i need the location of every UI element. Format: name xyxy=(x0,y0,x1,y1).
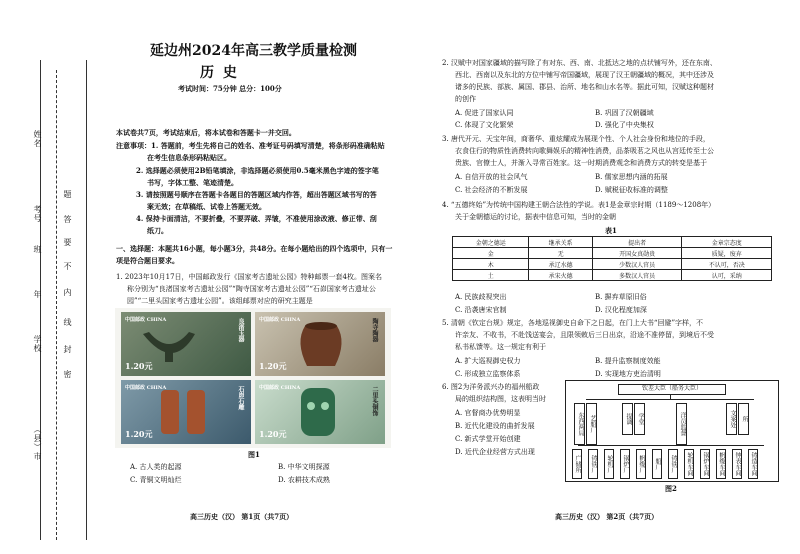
stamp-erlitou xyxy=(255,380,385,444)
org-level3-box: 铸铁厂 xyxy=(668,449,678,479)
section1-head: 一、选择题：本题共16小题，每小题3分，共48分。在每小题给出的四个选项中，只有一 xyxy=(116,244,393,253)
org-level3-box: 轮机厂 xyxy=(604,449,614,479)
seal-solid-line xyxy=(86,60,87,540)
no-answer-char: 密 xyxy=(63,370,72,379)
no-answer-char: 不 xyxy=(63,262,72,271)
q6-stem: 6. 图2为洋务派兴办的福州船政 xyxy=(442,383,540,391)
org-level2-box: 洋员监督 xyxy=(676,403,687,445)
q1-stem: 1. 2023年10月17日，中国邮政发行《国家考古遗址公园》特种邮票一套4枚。图案名 xyxy=(116,273,382,281)
org-level3-box: 船厂 xyxy=(652,449,662,479)
table-header-cell: 提出者 xyxy=(592,237,682,248)
no-answer-char: 封 xyxy=(63,345,72,354)
exam-time-score: 考试时间：75分钟 总分：100分 xyxy=(178,84,282,93)
q3-stem: 衣食住行的物质性消费转向歌舞娱乐的精神性消费，品茶吸茗之风也从宫廷传至士公 xyxy=(455,147,714,155)
stamp-name: 二里头铜饰 xyxy=(371,386,378,416)
table-row xyxy=(453,248,772,259)
stamp-value: 1.20元 xyxy=(259,429,287,439)
org-level2-box: 文案处 xyxy=(726,403,737,435)
q4-option-d: D. 汉化程度加深 xyxy=(595,306,647,314)
org-level3-box: 帆缆厂 xyxy=(636,449,646,479)
notes-line: 案无效；在草稿纸、试卷上答题无效。 xyxy=(147,202,266,211)
exam-title: 延边州2024年高三教学质量检测 xyxy=(150,43,357,59)
q5-stem: 许亲友、不收书，不赴饯送宴会，且限领敕后三日出京，沿途不准停留，到境后不受 xyxy=(455,331,714,339)
q2-stem: 诸多的民族、部族、属国、郡县、治所、地名和山水名等。据此可知，汉赋这种题材 xyxy=(455,83,714,91)
q3-option-d: D. 赋税征收标准的调整 xyxy=(595,186,668,194)
org-connector xyxy=(578,445,764,446)
q2-option-a: A. 促进了国家认同 xyxy=(455,109,514,117)
table-header-cell: 金章宗态度 xyxy=(682,237,772,248)
q3-stem: 3. 唐代开元、天宝年间，商奢华、重炫耀成为展现个性、个人社会身份和地位的手段， xyxy=(442,135,710,143)
org-level2-box: 东西两局 xyxy=(574,403,585,445)
table-header-row xyxy=(453,237,772,248)
q2-option-c: C. 体现了文化繁荣 xyxy=(455,121,514,129)
stamp-sheet xyxy=(115,308,391,448)
school-label: 学校 xyxy=(33,335,42,353)
stamp-value: 1.20元 xyxy=(125,429,153,439)
org-level2-box: 所 xyxy=(738,403,749,435)
org-level3-box: 钟表车间 xyxy=(732,449,742,479)
q1-option-b: B. 中华文明探源 xyxy=(278,463,330,471)
stamp-name: 陶寺陶器 xyxy=(371,318,378,342)
org-level2-box: 学堂 xyxy=(634,403,645,435)
section1-head2: 项是符合题目要求。 xyxy=(116,256,179,265)
q4-stem: 4. “五德终始”为传统中国构建王朝合法性的学说。表1是金章宗时期（1189～1208年） xyxy=(442,201,716,209)
name-label: 姓名 xyxy=(33,130,42,148)
stamp-country: 中国邮政 CHINA xyxy=(125,317,167,323)
table-cell: 木 xyxy=(453,259,529,270)
exam-subject: 历 史 xyxy=(200,65,239,81)
notes-line: 纸刀。 xyxy=(147,226,168,235)
notes-line: 4. 保持卡面清洁，不要折叠，不要弄破、弄皱，不准使用涂改液、修正带、刮 xyxy=(136,214,377,223)
no-answer-char: 线 xyxy=(63,318,72,327)
org-level3-box: 铸铁厂 xyxy=(588,449,598,479)
q3-option-c: C. 社会经济的不断发展 xyxy=(455,186,528,194)
table-cell: 无 xyxy=(529,248,592,259)
org-level3-box: 帆缆车间 xyxy=(716,449,726,479)
county-label: （县）市 xyxy=(33,425,42,461)
stamp-taosi xyxy=(255,312,385,376)
stamp-shimao xyxy=(121,380,251,444)
org-level3-box: 锅炉厂 xyxy=(620,449,630,479)
q4-stem: 关于金朝德运的讨论，据表中信息可知，当时的金朝 xyxy=(455,213,616,221)
notes-line: 3. 请按照题号顺序在答题卡各题目的答题区域内作答，超出答题区域书写的答 xyxy=(136,190,377,199)
stamp-country: 中国邮政 CHINA xyxy=(125,385,167,391)
q6-option-b: B. 近代化建设的曲折发展 xyxy=(455,422,535,430)
q1-option-a: A. 古人类的起源 xyxy=(130,463,182,471)
q5-option-c: C. 形成独立监察体系 xyxy=(455,370,521,378)
table-cell: 开国女真勋贵 xyxy=(592,248,682,259)
q5-stem: 5. 清朝《钦定台规》规定，各地巡视御史自命下之日起，在门上大书“回避”字样，不 xyxy=(442,319,704,327)
table-cell: 质疑，废弃 xyxy=(682,248,772,259)
q1-stem: 称分别为“良渚国家考古遗址公园”“陶寺国家考古遗址公园”“石峁国家考古遗址公 xyxy=(127,285,376,293)
q5-option-d: D. 实现地方吏治清明 xyxy=(595,370,661,378)
org-level3-box: 锅炉车间 xyxy=(700,449,710,479)
no-answer-char: 内 xyxy=(63,288,72,297)
id-label: 考号 xyxy=(33,205,42,223)
q2-stem: 2. 汉赋中对国家疆域的描写除了有对东、西、南、北抵达之地的点状铺写外，还在东南、 xyxy=(442,59,717,67)
q6-option-d: D. 近代企业经营方式出现 xyxy=(455,448,535,456)
org-top-box: 钦差大臣（船务大臣） xyxy=(618,384,726,395)
table-cell: 不认可，否决 xyxy=(682,259,772,270)
org-connector xyxy=(586,399,754,400)
notes-intro: 本试卷共7页，考试结束后，将本试卷和答题卡一并交回。 xyxy=(116,128,296,137)
notes-line: 注意事项：1. 答题前，考生先将自己的姓名、准考证号码填写清楚，将条形码准确粘贴 xyxy=(116,141,385,150)
q4-option-b: B. 摒弃草原旧俗 xyxy=(595,293,647,301)
grade-label: 年 xyxy=(33,290,42,299)
stamp-value: 1.20元 xyxy=(125,361,153,371)
org-level3-box: 广储所 xyxy=(572,449,582,479)
figure-1-caption: 图1 xyxy=(248,450,260,459)
page-footer-left: 高三历史（汉） 第1页（共7页） xyxy=(190,512,294,521)
org-chart-frame xyxy=(565,380,779,482)
table-cell: 认可，采纳 xyxy=(682,270,772,281)
org-level3-box: 铸造车间 xyxy=(748,449,758,479)
q1-option-c: C. 青铜文明灿烂 xyxy=(130,476,182,484)
q2-stem: 西北、西南以及东北的方位中铺写帝国疆域，展现了汉王朝疆域的概况，其中还涉及 xyxy=(455,71,714,79)
table-cell: 多数汉人官员 xyxy=(592,270,682,281)
q4-option-a: A. 民族歧视突出 xyxy=(455,293,507,301)
stamp-value: 1.20元 xyxy=(259,361,287,371)
class-label: 班 xyxy=(33,245,42,254)
table-header-cell: 金朝之德运 xyxy=(453,237,529,248)
q2-option-b: B. 巩固了汉朝疆域 xyxy=(595,109,654,117)
q3-option-b: B. 儒家思想内涵的拓展 xyxy=(595,173,668,181)
notes-line: 2. 选择题必须使用2B铅笔填涂，非选择题必须使用0.5毫米黑色字迹的签字笔 xyxy=(136,166,379,175)
org-level3-box: 轮机车间 xyxy=(684,449,694,479)
q5-option-a: A. 扩大巡视御史权力 xyxy=(455,357,521,365)
no-answer-char: 要 xyxy=(63,238,72,247)
table-cell: 承辽水德 xyxy=(529,259,592,270)
q6-option-a: A. 官督商办优势明显 xyxy=(455,409,521,417)
stamp-name: 石峁石雕 xyxy=(237,386,244,410)
stamp-country: 中国邮政 CHINA xyxy=(259,317,301,323)
org-level2-box: 提调 xyxy=(622,403,633,435)
stamp-name: 良渚玉器 xyxy=(237,318,244,342)
q6-option-c: C. 新式学堂开始创建 xyxy=(455,435,521,443)
q4-option-c: C. 沿袭唐宋官制 xyxy=(455,306,507,314)
table-1-caption: 表1 xyxy=(605,226,617,235)
q1-option-d: D. 农耕技术成熟 xyxy=(278,476,330,484)
q1-stem: 园”“二里头国家考古遗址公园”。该组邮票对应的研究主题是 xyxy=(127,297,313,305)
notes-line: 书写，字体工整、笔迹清楚。 xyxy=(147,178,238,187)
no-answer-char: 题 xyxy=(63,190,72,199)
table-row xyxy=(453,259,772,270)
table-cell: 承宋火德 xyxy=(529,270,592,281)
figure-2-caption: 图2 xyxy=(665,484,677,493)
table-header-cell: 继承关系 xyxy=(529,237,592,248)
page-footer-right: 高三历史（汉） 第2页（共7页） xyxy=(555,512,659,521)
binding-strip xyxy=(0,0,108,554)
stamp-country: 中国邮政 CHINA xyxy=(259,385,301,391)
table-1 xyxy=(452,236,772,281)
table-cell: 少数汉人官员 xyxy=(592,259,682,270)
table-cell: 金 xyxy=(453,248,529,259)
org-level2-box: 艺船厂 xyxy=(586,403,597,445)
table-cell: 土 xyxy=(453,270,529,281)
q2-stem: 的创作 xyxy=(455,95,476,103)
notes-line: 在考生信息条形码粘贴区。 xyxy=(147,153,231,162)
stamp-liangzhu xyxy=(121,312,251,376)
q3-option-a: A. 自信开放的社会风气 xyxy=(455,173,528,181)
seal-dashed-line xyxy=(56,70,57,540)
q6-stem: 局的组织结构图，这表明当时 xyxy=(455,395,546,403)
q2-option-d: D. 强化了中央集权 xyxy=(595,121,654,129)
q5-option-b: B. 提升监察制度效能 xyxy=(595,357,661,365)
no-answer-char: 答 xyxy=(63,215,72,224)
q3-stem: 贵族、官僚士人，并渐入寻常百姓家。这一时期消费观念和消费方式的转变是基于 xyxy=(455,159,707,167)
table-row xyxy=(453,270,772,281)
q5-stem: 私书私馈等。这一规定有利于 xyxy=(455,343,546,351)
